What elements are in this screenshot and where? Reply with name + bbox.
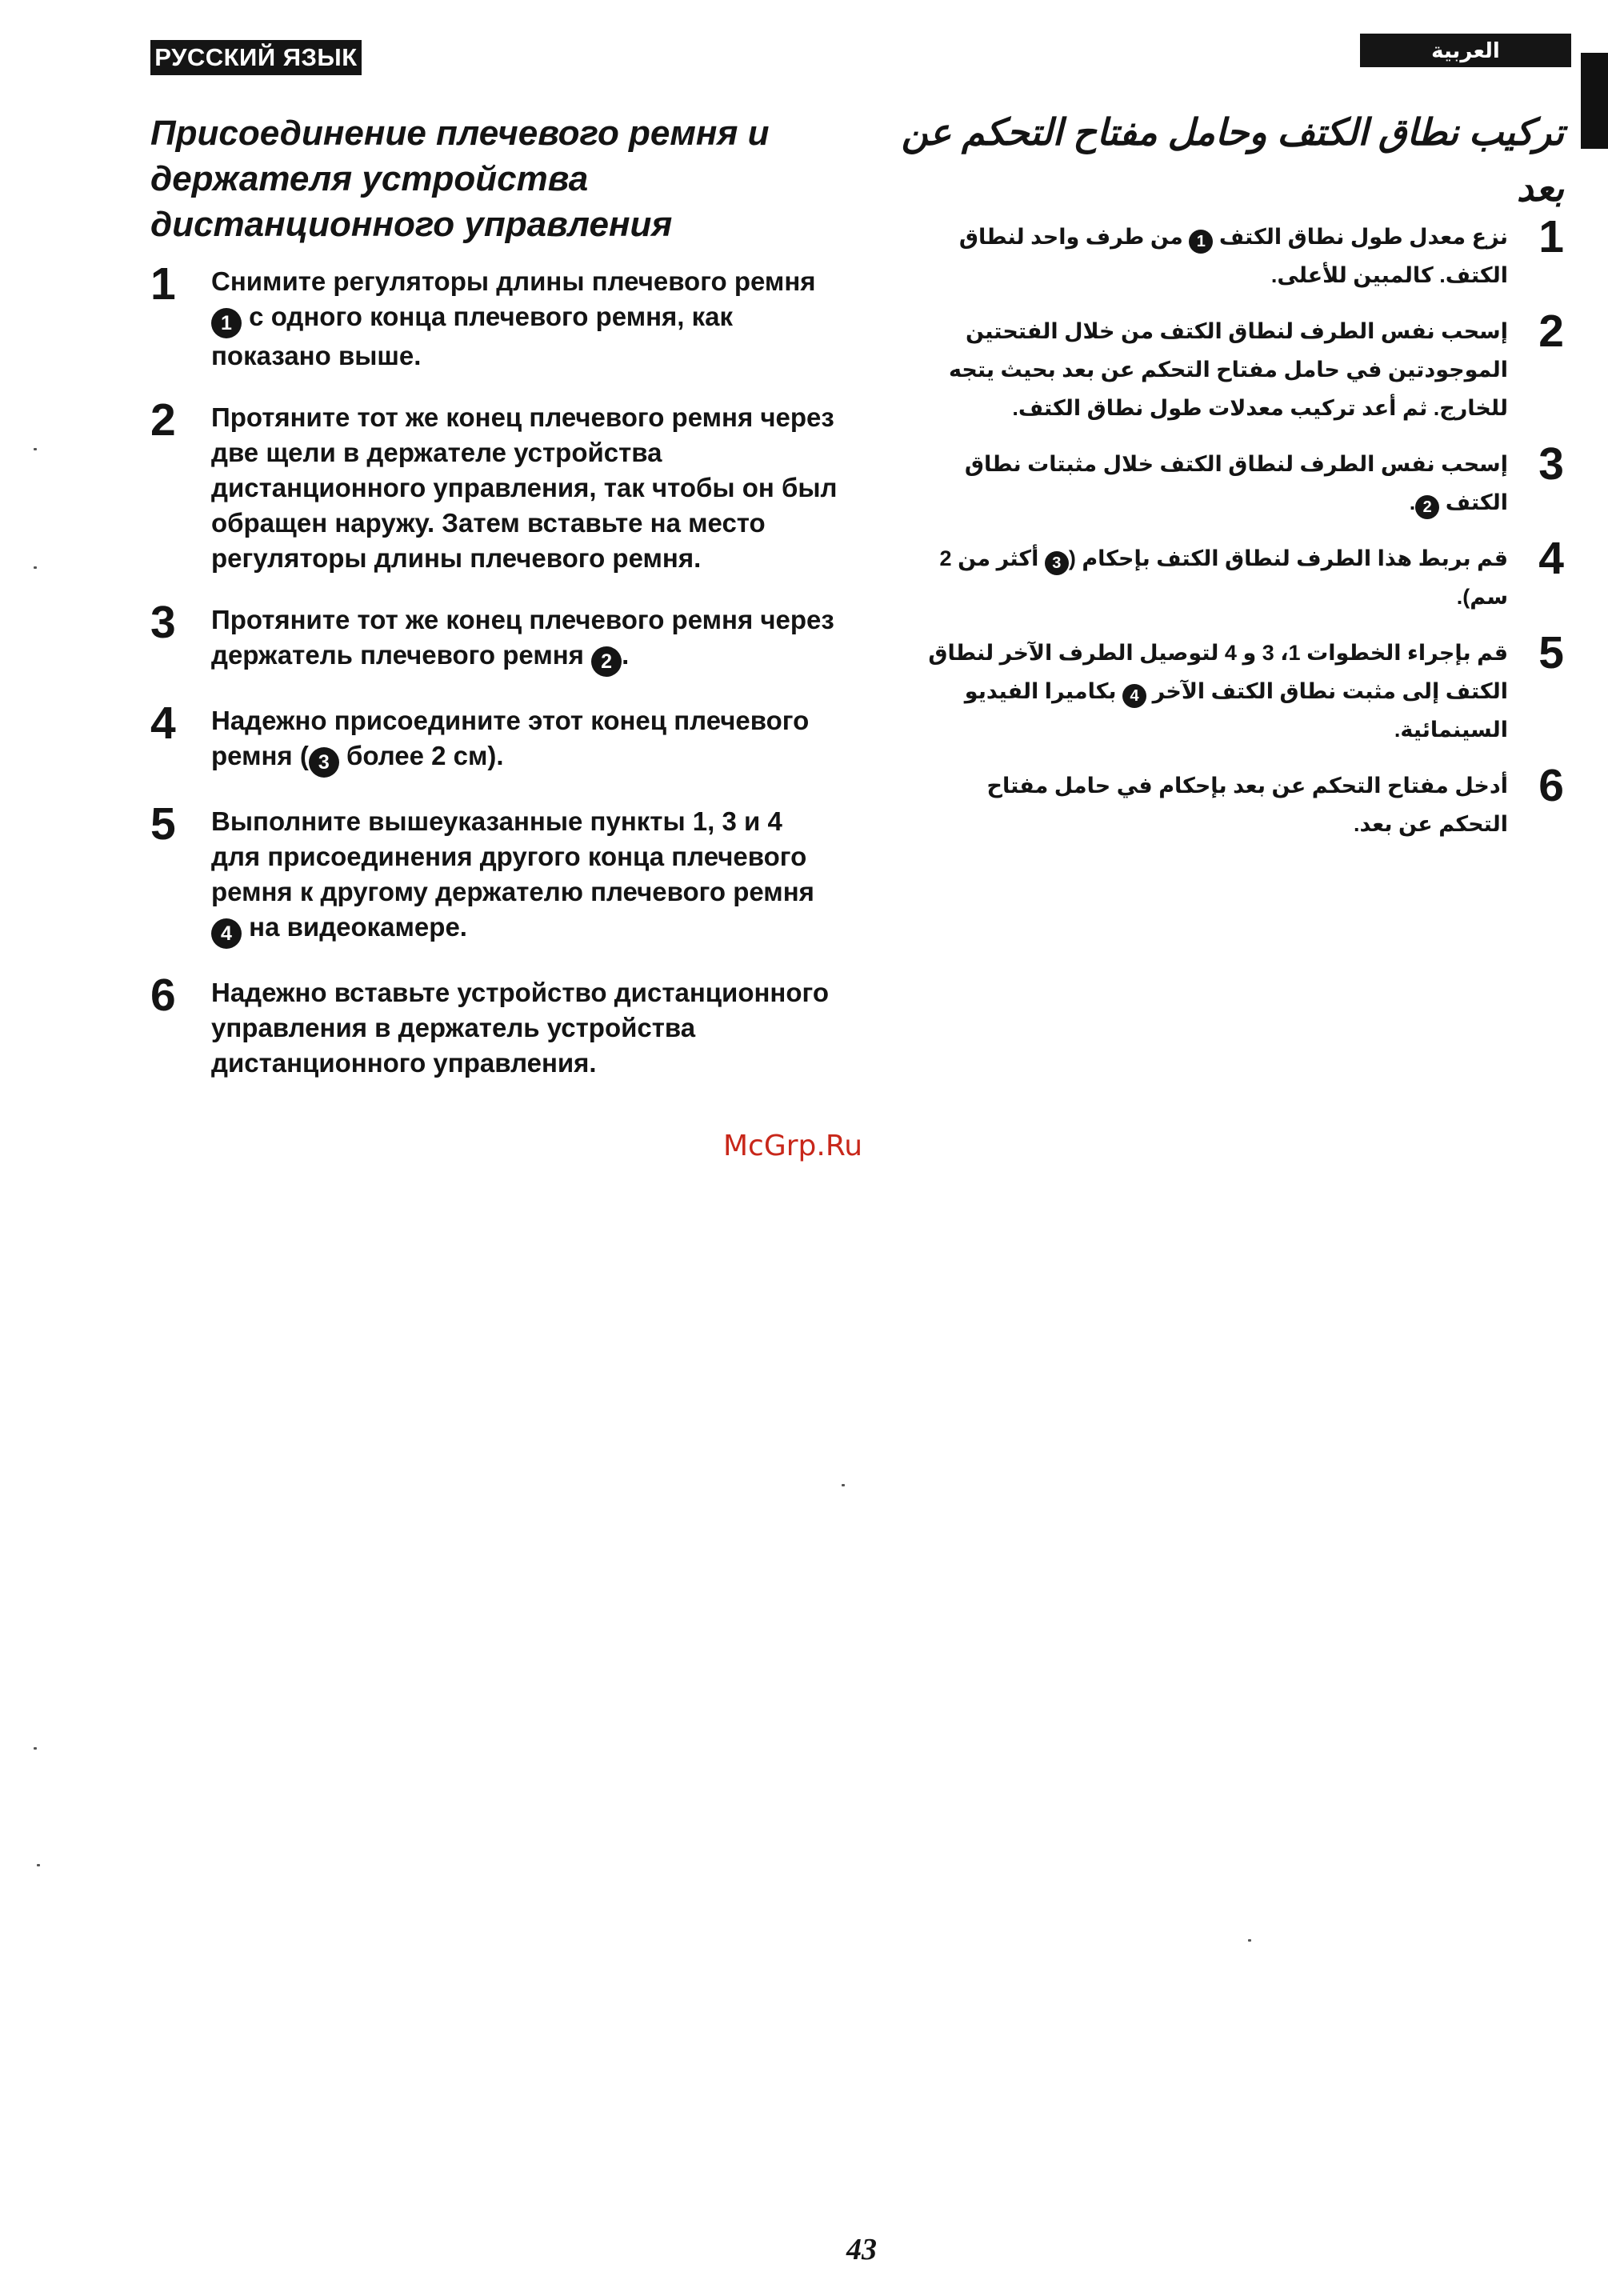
step-number: 6 (150, 970, 176, 1021)
arabic-step (924, 211, 1564, 294)
arabic-step (924, 533, 1564, 616)
scan-speck (842, 1484, 845, 1486)
step-text-end: من طرف واحد لنطاق الكتف. كالمبين للأعلى. (958, 225, 1508, 287)
step-text: قم بربط هذا الطرف لنطاق الكتف بإحكام ( (1068, 546, 1508, 570)
step-text: إسحب نفس الطرف لنطاق الكتف خلال مثبتات نطاق الكتف (964, 452, 1508, 514)
step-text: Протяните тот же конец плечевого ремня через держатель плечевого ремня (211, 605, 834, 670)
step-number: 2 (150, 394, 176, 446)
step-text: Снимите регуляторы длины плечевого ремня (211, 266, 816, 296)
step-text: Надежно присоедините этот конец плечевого ремня ( (211, 706, 810, 770)
scan-speck (34, 448, 37, 450)
arabic-step (924, 438, 1564, 522)
step-number: 4 (1538, 533, 1564, 584)
step-text: نزع معدل طول نطاق الكتف (1213, 225, 1508, 249)
step-text: قم بإجراء الخطوات 1، 3 و 4 لتوصيل الطرف الآخر لنطاق الكتف إلى مثبت نطاق الكتف الآخر (928, 641, 1508, 703)
step-text-end: أكثر من 2 سم). (939, 546, 1508, 609)
scan-speck (37, 1864, 40, 1866)
step-text-end: на видеокамере. (242, 912, 467, 942)
step-text-end: بكاميرا الفيديو السينمائية. (964, 679, 1508, 742)
watermark-text: McGrp.Ru (723, 1130, 863, 1162)
russian-section-title: Присоединение плечевого ремня и держателя устройства дистанционного управления (150, 114, 770, 244)
callout-marker-icon: 4 (211, 918, 242, 949)
arabic-steps-list (924, 211, 1564, 843)
scan-speck (1248, 1939, 1251, 1942)
step-text-end: с одного конца плечевого ремня, как показано выше. (211, 302, 734, 370)
step-number: 5 (1538, 627, 1564, 678)
step-number: 3 (150, 597, 176, 648)
step-text-end: . (1409, 490, 1416, 514)
russian-step (150, 798, 838, 949)
arabic-step (924, 627, 1564, 749)
russian-step (150, 394, 838, 576)
arabic-step (924, 760, 1564, 843)
callout-marker-icon: 3 (309, 747, 339, 778)
arabic-section-title: تركيب نطاق الكتف وحامل مفتاح التحكم عن بعد (901, 111, 1564, 209)
arabic-step (924, 306, 1564, 427)
step-text-end: . (622, 640, 630, 670)
step-text: إسحب نفس الطرف لنطاق الكتف من خلال الفتحتين الموجودتين في حامل مفتاح التحكم عن بعد بحيث يتجه للخارج. ثم أعد تركيب معدلات طول نطاق الكتف. (949, 319, 1508, 420)
step-text: Выполните вышеуказанные пункты 1, 3 и 4 для присоединения другого конца плечевого ремня к другому держателю плечевого ремня (211, 806, 814, 906)
russian-language-tab: РУССКИЙ ЯЗЫК (150, 40, 362, 75)
page-number: 43 (846, 2233, 877, 2266)
callout-marker-icon: 4 (1122, 684, 1146, 708)
page-edge-marker (1581, 53, 1608, 149)
step-number: 5 (150, 798, 176, 850)
step-number: 6 (1538, 760, 1564, 811)
step-number: 1 (1538, 211, 1564, 262)
step-text: Протяните тот же конец плечевого ремня через две щели в держателе устройства дистанционного управления, так чтобы он был обращен наружу. Затем вставьте на место регуляторы длины плечевого ремня. (211, 402, 838, 573)
step-text-end: более 2 см). (338, 741, 504, 770)
callout-marker-icon: 2 (1415, 495, 1439, 519)
russian-step (150, 258, 838, 374)
callout-marker-icon: 1 (211, 308, 242, 338)
step-text: Надежно вставьте устройство дистанционного управления в держатель устройства дистанционного управления. (211, 978, 829, 1078)
callout-marker-icon: 2 (591, 646, 622, 677)
arabic-language-tab: العربية (1360, 34, 1571, 67)
russian-step (150, 597, 838, 677)
step-number: 2 (1538, 306, 1564, 357)
step-text: أدخل مفتاح التحكم عن بعد بإحكام في حامل مفتاح التحكم عن بعد. (986, 774, 1508, 836)
russian-steps-list (150, 258, 838, 1081)
russian-step (150, 970, 838, 1081)
russian-step (150, 698, 838, 778)
scan-speck (34, 1747, 37, 1750)
step-number: 4 (150, 698, 176, 749)
scan-speck (34, 566, 37, 569)
step-number: 1 (150, 258, 176, 310)
step-number: 3 (1538, 438, 1564, 490)
callout-marker-icon: 3 (1045, 551, 1069, 575)
callout-marker-icon: 1 (1189, 230, 1213, 254)
